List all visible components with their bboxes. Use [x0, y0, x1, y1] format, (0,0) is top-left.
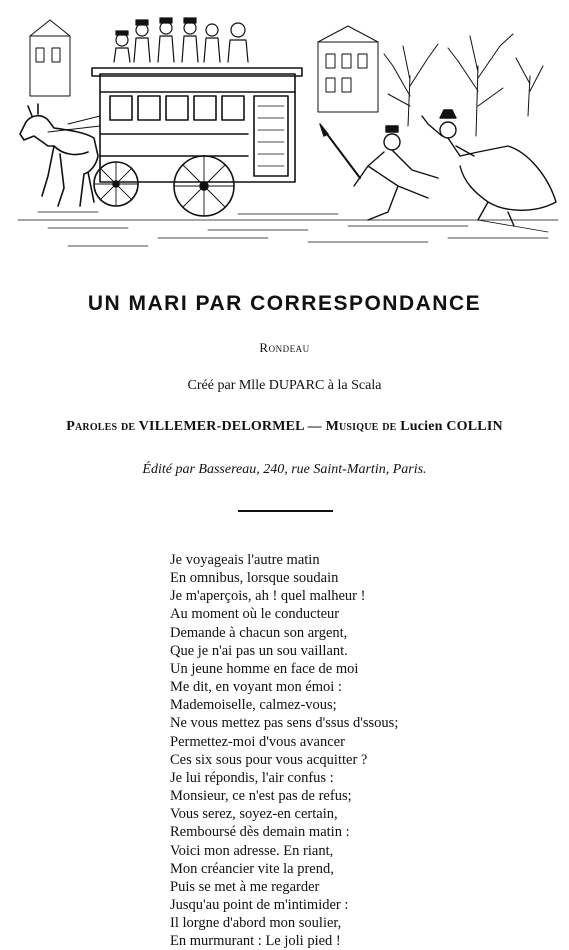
- poem-line: En murmurant : Le joli pied !: [170, 933, 341, 950]
- ground: [18, 212, 558, 246]
- created-by-line: Créé par Mlle DUPARC à la Scala: [187, 378, 382, 393]
- lyricist-name: VILLEMER-DELORMEL: [138, 419, 304, 434]
- trees: [384, 34, 543, 136]
- lyrics-prefix: Paroles de: [66, 419, 136, 434]
- publisher-line: Édité par Bassereau, 240, rue Saint-Martin, Paris.: [142, 462, 427, 477]
- poem-line: Demande à chacun son argent,: [170, 624, 348, 641]
- composer-name: Lucien COLLIN: [400, 419, 503, 434]
- horse: [20, 104, 100, 206]
- credits-separator: —: [303, 419, 326, 434]
- music-prefix: Musique de: [325, 419, 397, 434]
- building-right: [318, 26, 378, 112]
- poem-line: Voici mon adresse. En riant,: [170, 842, 334, 859]
- building-left: [30, 20, 70, 96]
- song-subtitle: Rondeau: [259, 340, 310, 355]
- poem-line: Au moment où le conducteur: [170, 606, 340, 623]
- poem-line: Monsieur, ce n'est pas de refus;: [170, 788, 352, 805]
- poem-line: Ces six sous pour vous acquitter ?: [170, 751, 368, 768]
- poem-line: Je voyageais l'autre matin: [170, 552, 320, 568]
- poem-line: Vous serez, soyez-en certain,: [170, 806, 338, 823]
- roof-passengers: [114, 18, 248, 62]
- poem-line: Mon créancier vite la prend,: [170, 860, 334, 877]
- poem-line: Me dit, en voyant mon émoi :: [170, 679, 342, 696]
- song-title: UN MARI PAR CORRESPONDANCE: [87, 292, 482, 315]
- omnibus-illustration-icon: [8, 6, 561, 256]
- man-with-umbrella: [320, 124, 438, 220]
- poem-line: Je lui répondis, l'air confus :: [170, 769, 334, 786]
- divider-rule: [238, 510, 333, 512]
- poem-line: En omnibus, lorsque soudain: [170, 570, 339, 587]
- poem-line: Mademoiselle, calmez-vous;: [170, 697, 337, 714]
- woman-running: [422, 110, 556, 226]
- poem-line: Permettez-moi d'vous avancer: [170, 733, 345, 750]
- omnibus: [92, 68, 302, 182]
- poem-line: Un jeune homme en face de moi: [170, 660, 359, 677]
- poem-line: Ne vous mettez pas sens d'ssus d'ssous;: [170, 715, 399, 732]
- poem-line: Remboursé dès demain matin :: [170, 824, 350, 841]
- poem-line: Je m'aperçois, ah ! quel malheur !: [170, 588, 366, 605]
- poem-line: Il lorgne d'abord mon soulier,: [170, 915, 342, 932]
- omnibus-wheels: [94, 156, 234, 216]
- poem-line: Que je n'ai pas un sou vaillant.: [170, 642, 348, 659]
- poem-line: Jusqu'au point de m'intimider :: [170, 896, 349, 913]
- poem-line: Puis se met à me regarder: [170, 878, 320, 895]
- poem-body: [170, 551, 398, 950]
- credits-line: [0, 419, 569, 435]
